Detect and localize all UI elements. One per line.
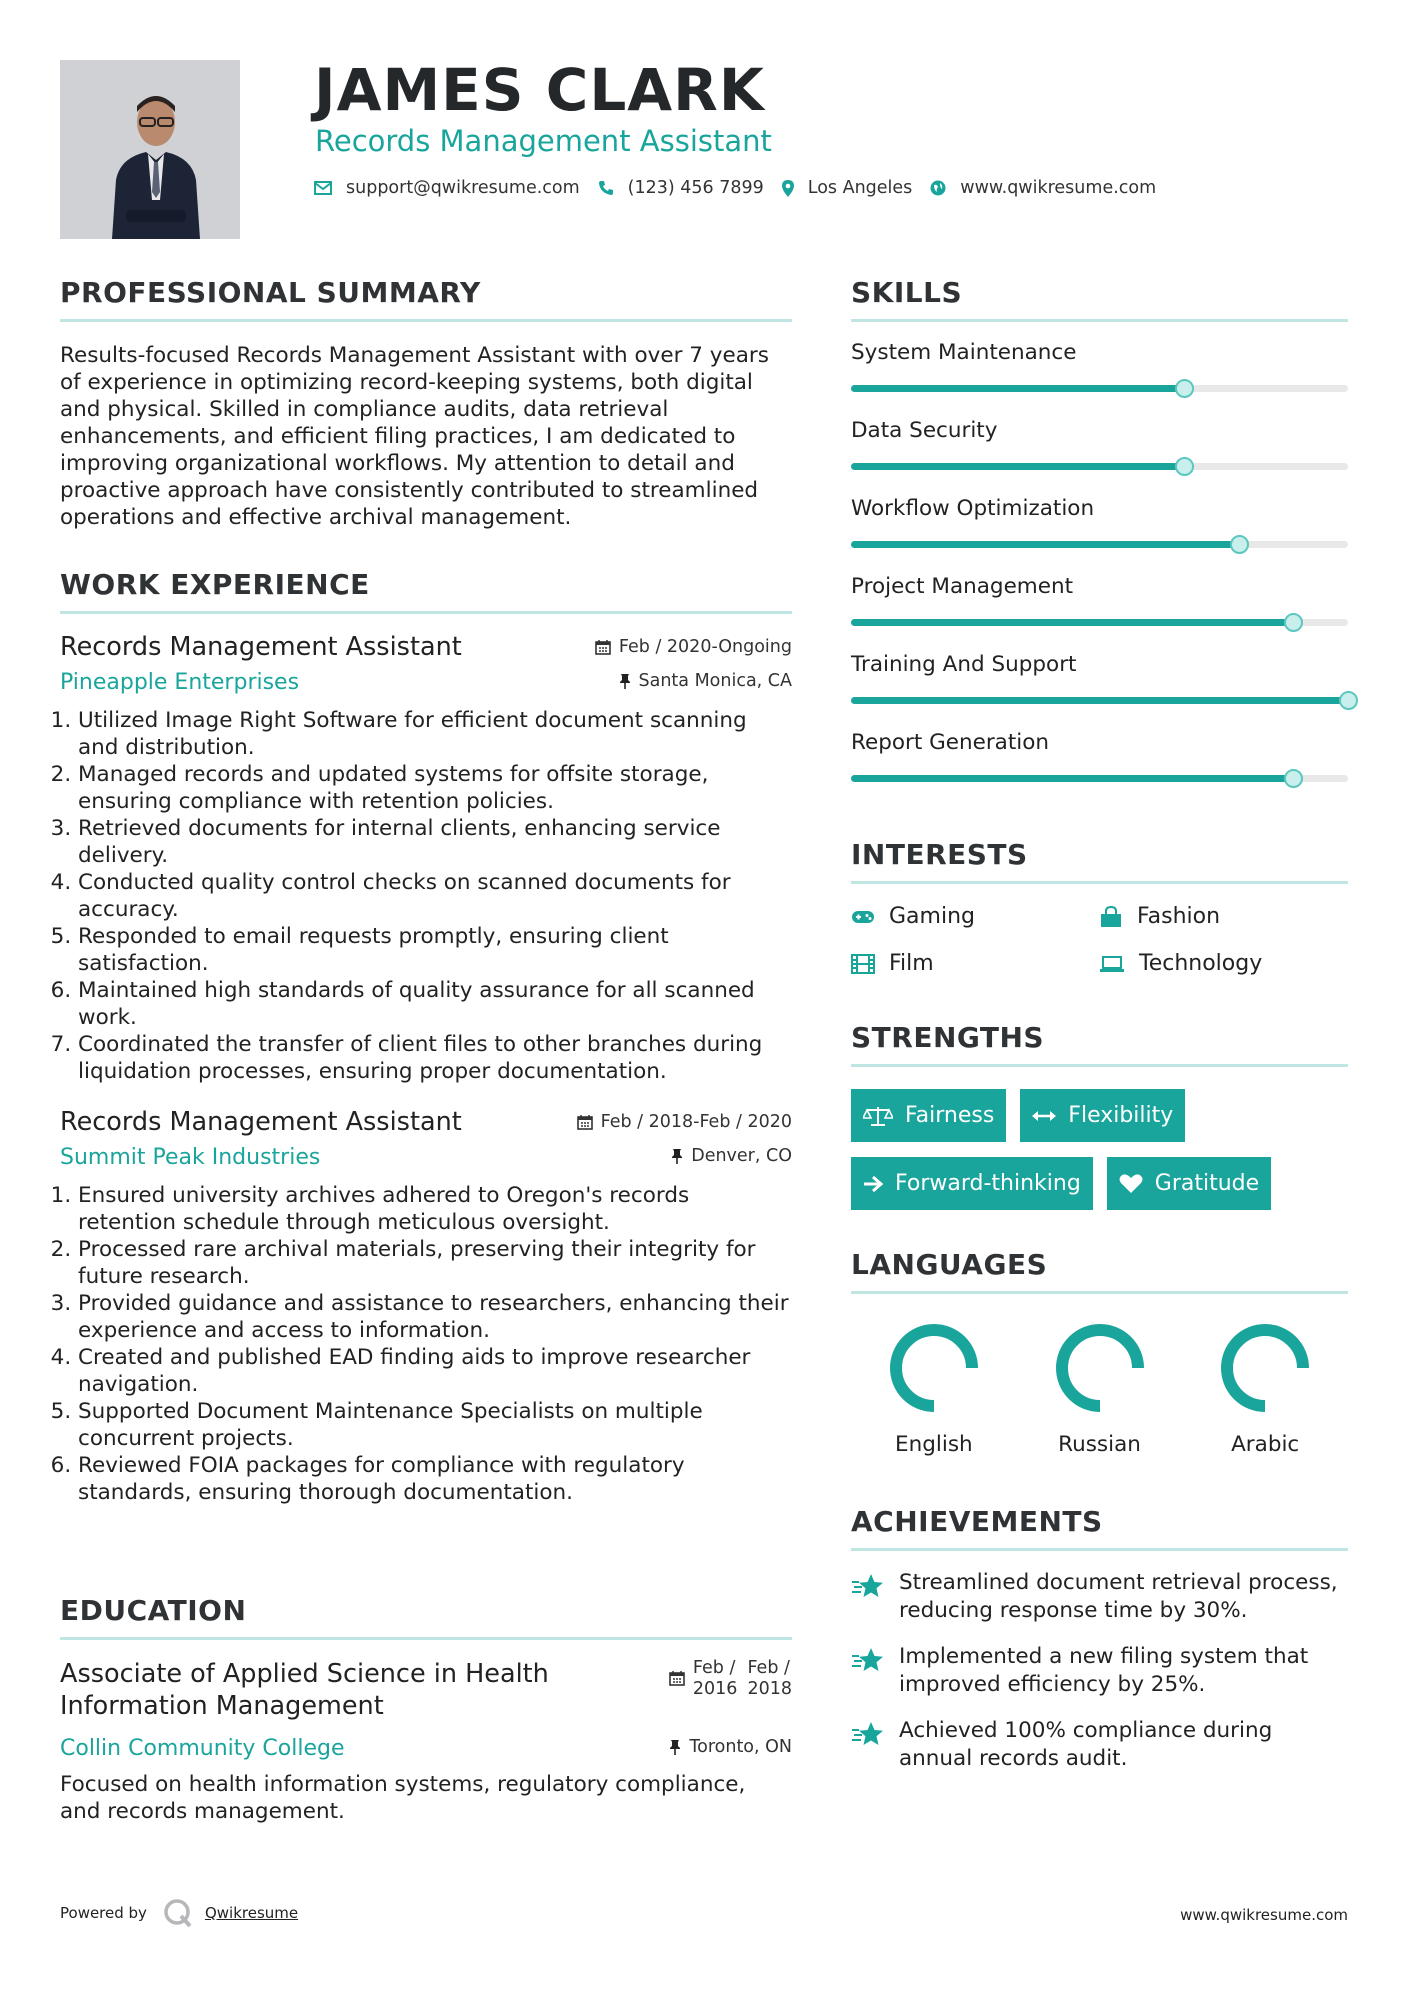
skill-bar (851, 463, 1348, 470)
interest-item (851, 951, 1099, 976)
skill-bar (851, 697, 1348, 704)
section-divider (851, 1548, 1348, 1551)
job-location-text: Santa Monica, CA (638, 671, 792, 691)
duty-item: 7. Coordinated the transfer of client files to other branches during liquidation processes, ensuring proper documentation. (78, 1031, 792, 1085)
duty-item: 5. Supported Document Maintenance Specialists on multiple concurrent projects. (78, 1398, 792, 1452)
skills-heading: SKILLS (851, 276, 963, 309)
candidate-title: Records Management Assistant (315, 124, 772, 158)
job-dates (595, 637, 792, 657)
interest-label: Gaming (889, 904, 975, 929)
film-icon (851, 954, 875, 974)
language-name: Russian (1058, 1432, 1141, 1457)
website-text: www.qwikresume.com (960, 178, 1157, 198)
company-name: Summit Peak Industries (60, 1145, 321, 1170)
footer-powered (60, 1898, 298, 1928)
strength-label: Flexibility (1068, 1103, 1174, 1128)
skill-item (851, 340, 1348, 398)
language-item (1017, 1320, 1183, 1457)
education-start-month: Feb / (692, 1658, 736, 1678)
calendar-icon (669, 1670, 685, 1686)
skill-name: Workflow Optimization (851, 496, 1095, 521)
skills-section (851, 276, 1348, 788)
skill-knob (1284, 613, 1303, 632)
language-name: English (895, 1432, 973, 1457)
achievements-heading: ACHIEVEMENTS (851, 1505, 1103, 1538)
skill-item (851, 496, 1348, 554)
experience-heading: WORK EXPERIENCE (60, 568, 370, 601)
achievement-item (851, 1569, 1348, 1625)
strength-chip (851, 1089, 1006, 1142)
qwikresume-logo-icon (163, 1898, 193, 1928)
duties-list (60, 707, 792, 1085)
language-name: Arabic (1231, 1432, 1300, 1457)
skill-fill (851, 619, 1293, 626)
profile-photo (60, 60, 240, 239)
job-title: Records Management Assistant (60, 1107, 462, 1137)
contact-phone[interactable] (598, 178, 764, 198)
pin-icon (669, 1739, 681, 1755)
arrow-right-icon (863, 1175, 883, 1193)
footer-site[interactable]: www.qwikresume.com (1180, 1906, 1348, 1924)
strength-label: Gratitude (1154, 1171, 1260, 1196)
skill-name: Data Security (851, 418, 998, 443)
school-location-text: Toronto, ON (689, 1737, 792, 1757)
calendar-icon (577, 1114, 593, 1130)
strength-label: Fairness (905, 1103, 995, 1128)
pin-icon (619, 673, 631, 689)
gamepad-icon (851, 909, 875, 925)
skill-item (851, 418, 1348, 476)
achievements-section (851, 1505, 1348, 1773)
envelope-icon (314, 181, 332, 195)
interest-label: Film (889, 951, 934, 976)
section-divider (851, 881, 1348, 884)
powered-by-text: Powered by (60, 1904, 147, 1922)
duty-item: 3. Provided guidance and assistance to researchers, enhancing their experience and access to information. (78, 1290, 792, 1344)
skill-name: Report Generation (851, 730, 1050, 755)
laptop-icon (1099, 955, 1125, 973)
skill-item (851, 730, 1348, 788)
skill-fill (851, 541, 1239, 548)
duty-item: 6. Maintained high standards of quality assurance for all scanned work. (78, 977, 792, 1031)
star-badge-icon (851, 1647, 885, 1673)
skill-name: System Maintenance (851, 340, 1077, 365)
achievement-item (851, 1643, 1348, 1699)
skill-bar (851, 385, 1348, 392)
location-text: Los Angeles (807, 178, 913, 198)
job-dates-text: Feb / 2018-Feb / 2020 (600, 1112, 792, 1132)
skills-list (851, 340, 1348, 788)
education-end-year: 2018 (747, 1679, 792, 1699)
language-ring (1217, 1320, 1313, 1416)
interest-item (1099, 951, 1348, 976)
section-divider (851, 1291, 1348, 1294)
arrows-horizontal-icon (1032, 1110, 1056, 1122)
strengths-section (851, 1021, 1348, 1210)
email-text: support@qwikresume.com (346, 178, 580, 198)
phone-text: (123) 456 7899 (627, 178, 764, 198)
duty-item: 5. Responded to email requests promptly, ensuring client satisfaction. (78, 923, 792, 977)
skill-bar (851, 775, 1348, 782)
skill-fill (851, 385, 1184, 392)
education-end (747, 1658, 792, 1700)
duty-item: 3. Retrieved documents for internal clients, enhancing service delivery. (78, 815, 792, 869)
strength-chip (1107, 1157, 1271, 1210)
interest-label: Technology (1139, 951, 1263, 976)
section-divider (60, 611, 792, 614)
duty-item: 4. Created and published EAD finding aids to improve researcher navigation. (78, 1344, 792, 1398)
skill-fill (851, 775, 1293, 782)
duty-item: 1. Ensured university archives adhered to Oregon's records retention schedule through meticulous oversight. (78, 1182, 792, 1236)
duty-item: 1. Utilized Image Right Software for efficient document scanning and distribution. (78, 707, 792, 761)
skill-knob (1175, 379, 1194, 398)
calendar-icon (595, 639, 611, 655)
pin-icon (671, 1148, 683, 1164)
education-heading: EDUCATION (60, 1594, 247, 1627)
balance-scale-icon (863, 1105, 893, 1127)
contact-email[interactable] (314, 178, 580, 198)
candidate-name: JAMES CLARK (314, 56, 765, 124)
skill-knob (1339, 691, 1358, 710)
globe-icon (930, 180, 946, 196)
education-end-month: Feb / (747, 1658, 790, 1678)
job-location (671, 1146, 792, 1166)
school-location (669, 1737, 792, 1757)
duty-item: 6. Reviewed FOIA packages for compliance with regulatory standards, ensuring thorough documentation. (78, 1452, 792, 1506)
education-description: Focused on health information systems, regulatory compliance, and records management. (60, 1772, 746, 1824)
job-entry (60, 632, 792, 1085)
contact-bar (314, 178, 1174, 198)
skill-item (851, 574, 1348, 632)
skill-knob (1284, 769, 1303, 788)
qwikresume-link[interactable]: Qwikresume (204, 1904, 299, 1922)
interests-section (851, 838, 1348, 976)
job-dates (577, 1112, 792, 1132)
education-dates (669, 1658, 792, 1700)
education-start (693, 1658, 738, 1700)
section-divider (60, 319, 792, 322)
language-ring (1052, 1320, 1148, 1416)
skill-knob (1175, 457, 1194, 476)
degree-title: Associate of Applied Science in Health Information Management (60, 1659, 549, 1721)
company-name: Pineapple Enterprises (60, 670, 300, 695)
phone-icon (598, 180, 614, 196)
heart-icon (1119, 1173, 1143, 1194)
strength-chip (1020, 1089, 1185, 1142)
contact-website[interactable] (930, 178, 1156, 198)
section-divider (60, 1637, 792, 1640)
skill-fill (851, 697, 1348, 704)
job-location-text: Denver, CO (691, 1146, 792, 1166)
education-section (60, 1594, 792, 1825)
education-start-year: 2016 (692, 1679, 738, 1699)
section-divider (851, 1064, 1348, 1067)
duty-item: 2. Processed rare archival materials, preserving their integrity for future research. (78, 1236, 792, 1290)
interest-label: Fashion (1137, 904, 1221, 929)
summary-section (60, 276, 792, 531)
job-entry (60, 1107, 792, 1506)
duty-item: 2. Managed records and updated systems for offsite storage, ensuring compliance with retention policies. (78, 761, 792, 815)
skill-name: Training And Support (851, 652, 1077, 677)
skill-name: Project Management (851, 574, 1074, 599)
shopping-bag-icon (1099, 906, 1123, 928)
languages-heading: LANGUAGES (851, 1248, 1048, 1281)
duties-list (60, 1182, 792, 1506)
experience-section (60, 568, 792, 1506)
job-title: Records Management Assistant (60, 632, 462, 662)
job-dates-text: Feb / 2020-Ongoing (618, 637, 792, 657)
language-item (1182, 1320, 1348, 1457)
achievement-item (851, 1717, 1348, 1773)
star-badge-icon (851, 1573, 885, 1599)
languages-section (851, 1248, 1348, 1457)
strength-label: Forward-thinking (895, 1171, 1081, 1196)
strength-chip (851, 1157, 1093, 1210)
skill-bar (851, 619, 1348, 626)
skill-knob (1230, 535, 1249, 554)
achievement-text: Implemented a new filing system that improved efficiency by 25%. (899, 1644, 1309, 1697)
summary-heading: PROFESSIONAL SUMMARY (60, 276, 481, 309)
achievement-text: Achieved 100% compliance during annual records audit. (899, 1718, 1273, 1771)
language-ring (886, 1320, 982, 1416)
language-item (851, 1320, 1017, 1457)
skill-bar (851, 541, 1348, 548)
interests-heading: INTERESTS (851, 838, 1028, 871)
strengths-heading: STRENGTHS (851, 1021, 1045, 1054)
skill-fill (851, 463, 1184, 470)
section-divider (851, 319, 1348, 322)
interest-item (1099, 904, 1348, 929)
duty-item: 4. Conducted quality control checks on scanned documents for accuracy. (78, 869, 792, 923)
summary-text: Results-focused Records Management Assistant with over 7 years of experience in optimizing record-keeping systems, both digital and physical. Skilled in compliance audits, data retrieval enhancements, and efficient filing practices, I am dedicated to improving organizational workflows. My attention to detail and proactive approach have consistently contributed to streamlined operations and effective archival management. (60, 343, 769, 530)
star-badge-icon (851, 1721, 885, 1747)
school-name: Collin Community College (60, 1736, 345, 1761)
map-pin-icon (782, 180, 794, 197)
interest-item (851, 904, 1099, 929)
job-location (619, 671, 793, 691)
achievement-text: Streamlined document retrieval process, reducing response time by 30%. (899, 1570, 1338, 1623)
contact-location (782, 178, 913, 198)
skill-item (851, 652, 1348, 710)
